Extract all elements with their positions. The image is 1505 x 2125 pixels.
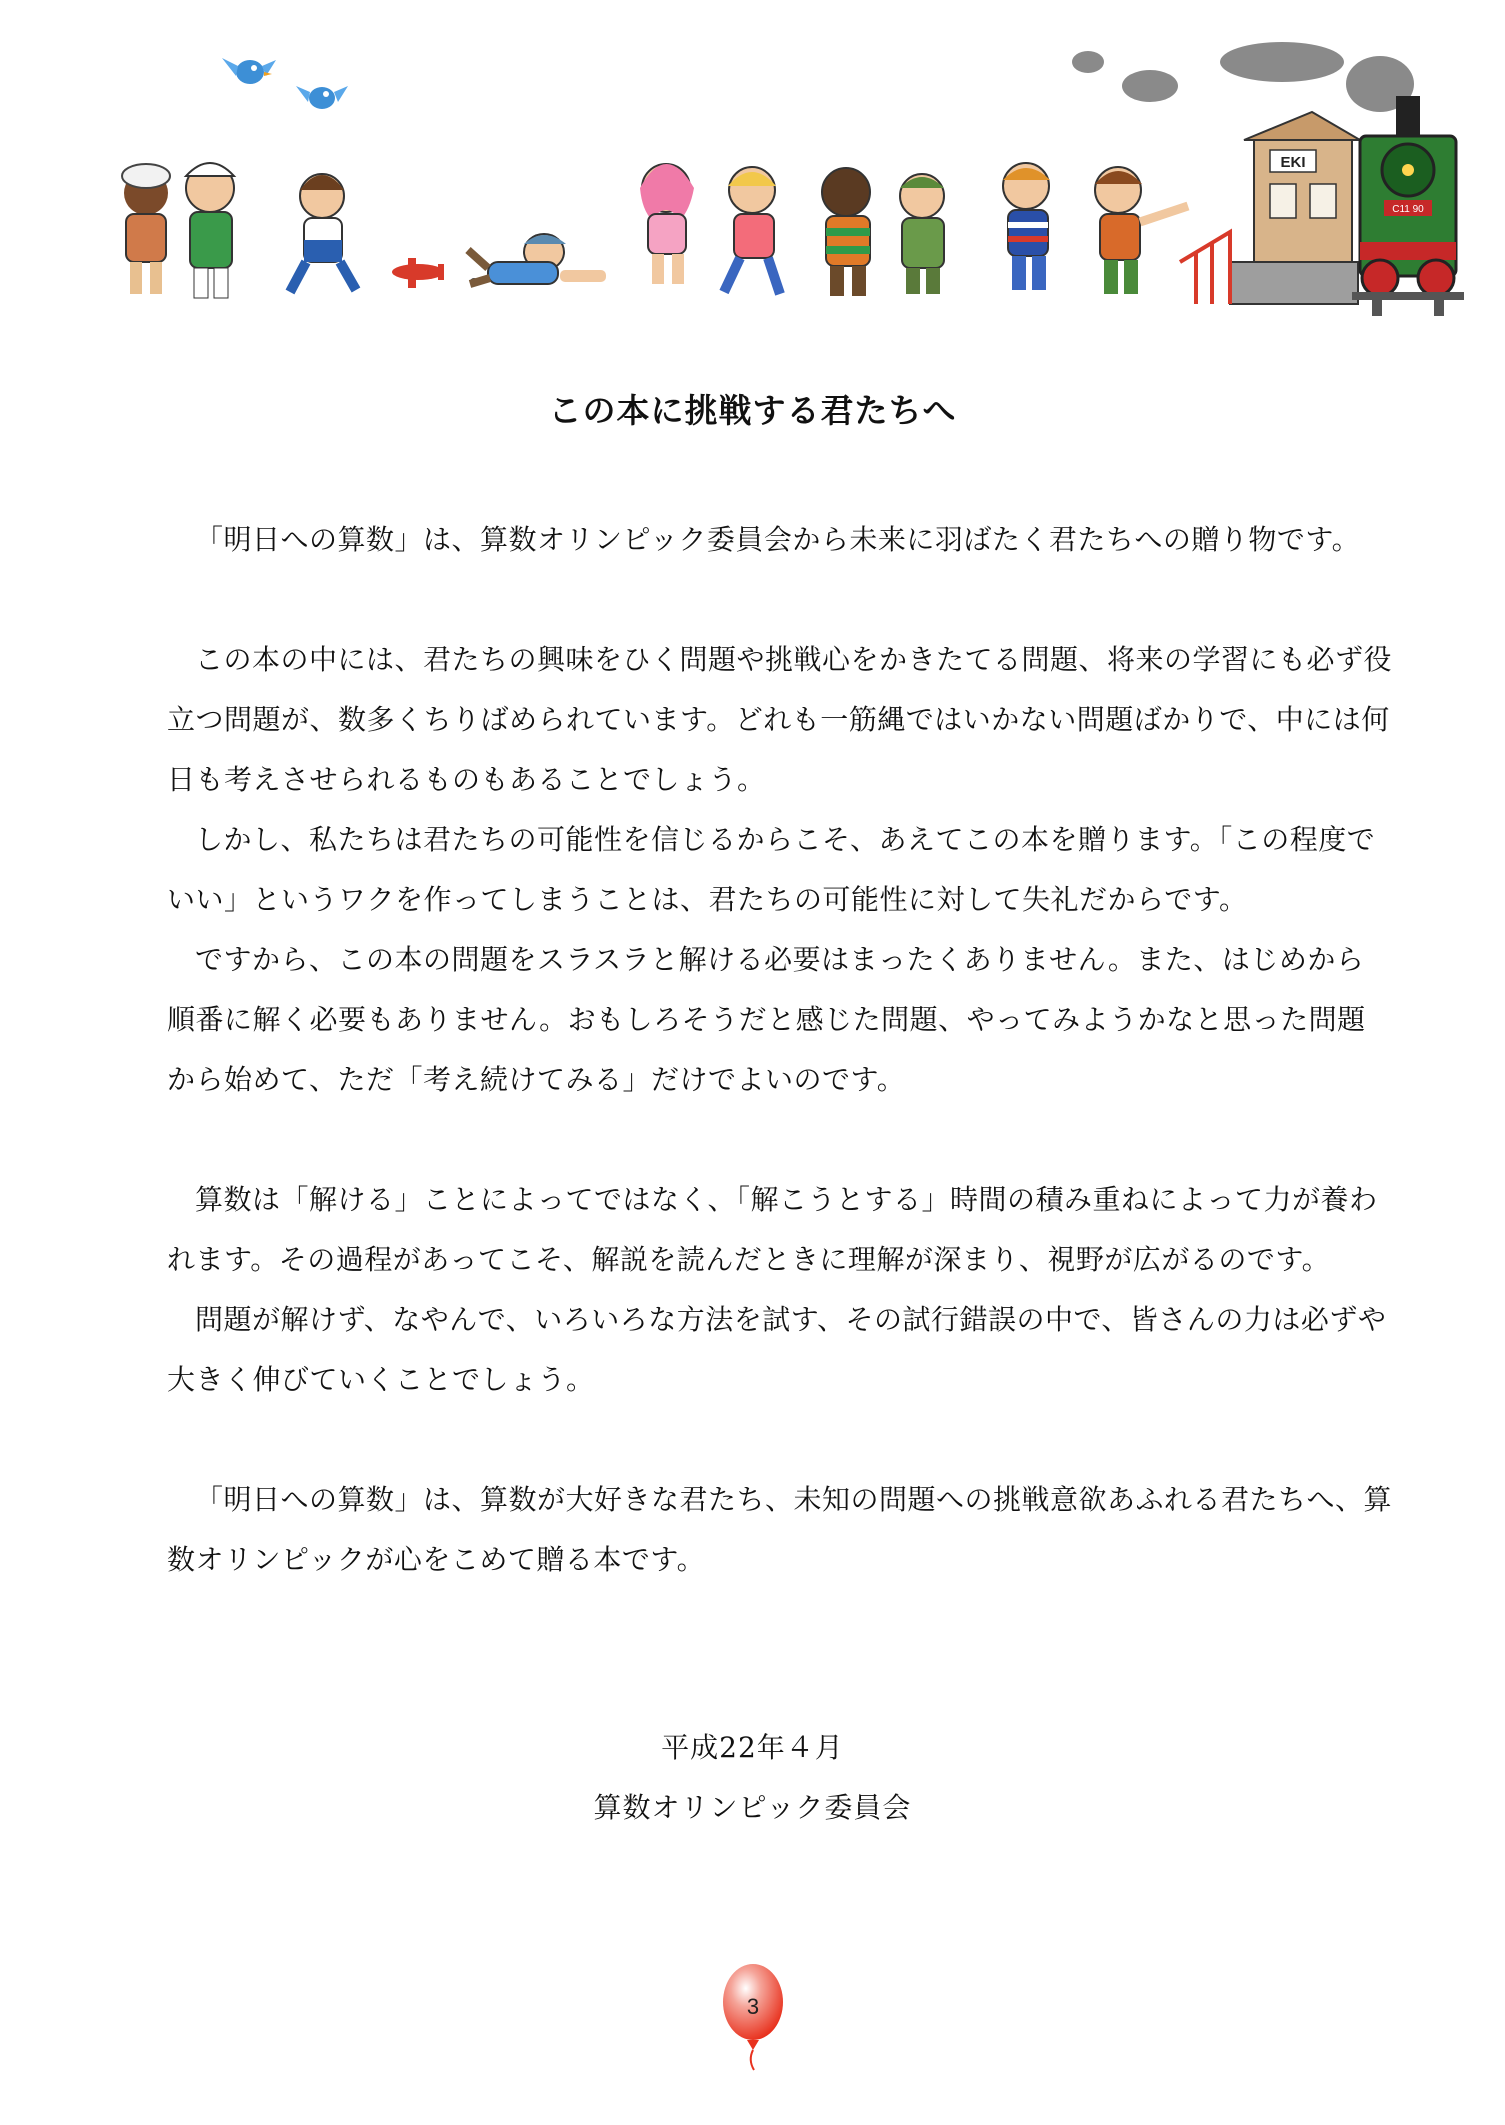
paragraph: ですから、この本の問題をスラスラと解ける必要はまったくありません。また、はじめから順番に解く必要もありません。おもしろそうだと感じた問題、やってみようかなと思った問題から始めて、ただ「考え続けてみる」だけでよいのです。 <box>167 943 1366 1096</box>
paragraph: この本の中には、君たちの興味をひく問題や挑戦心をかきたてる問題、将来の学習にも必ず役立つ問題が、数多くちりばめられています。どれも一筋縄ではいかない問題ばかりで、中には何日も考えさせられるものもあることでしょう。 <box>167 643 1393 796</box>
page-number: 3 <box>746 1994 760 2019</box>
signature-line: 算数オリンピック委員会 <box>593 1791 912 1824</box>
bird-icon <box>222 58 276 84</box>
paragraph: しかし、私たちは君たちの可能性を信じるからこそ、あえてこの本を贈ります。「この程度でいい」というワクを作ってしまうことは、君たちの可能性に対して失礼だからです。 <box>167 823 1376 916</box>
page-balloon-icon <box>720 1960 786 2080</box>
toy-plane-icon <box>392 258 444 288</box>
station-icon <box>1180 112 1360 304</box>
paragraph: 「明日への算数」は、算数オリンピック委員会から未来に羽ばたく君たちへの贈り物です。 <box>195 523 1361 556</box>
station-sign: EKI <box>1280 154 1306 171</box>
paragraph: 問題が解けず、なやんで、いろいろな方法を試す、その試行錯誤の中で、皆さんの力は必ずや大きく伸びていくことでしょう。 <box>167 1303 1387 1396</box>
smoke-icon <box>1072 42 1414 112</box>
train-icon <box>1352 96 1464 316</box>
header-illustration <box>0 0 1505 330</box>
train-plate: C11 90 <box>1392 204 1424 215</box>
bird-icon <box>296 86 348 109</box>
children-group-icon <box>122 163 1188 298</box>
paragraph: 算数は「解ける」ことによってではなく、「解こうとする」時間の積み重ねによって力が養われます。その過程があってこそ、解説を読んだときに理解が深まり、視野が広がるのです。 <box>167 1183 1378 1276</box>
page-title: この本に挑戦する君たちへ <box>548 391 957 430</box>
date-line: 平成22年４月 <box>661 1731 844 1764</box>
paragraph: 「明日への算数」は、算数が大好きな君たち、未知の問題への挑戦意欲あふれる君たちへ、算数オリンピックが心をこめて贈る本です。 <box>167 1483 1393 1576</box>
